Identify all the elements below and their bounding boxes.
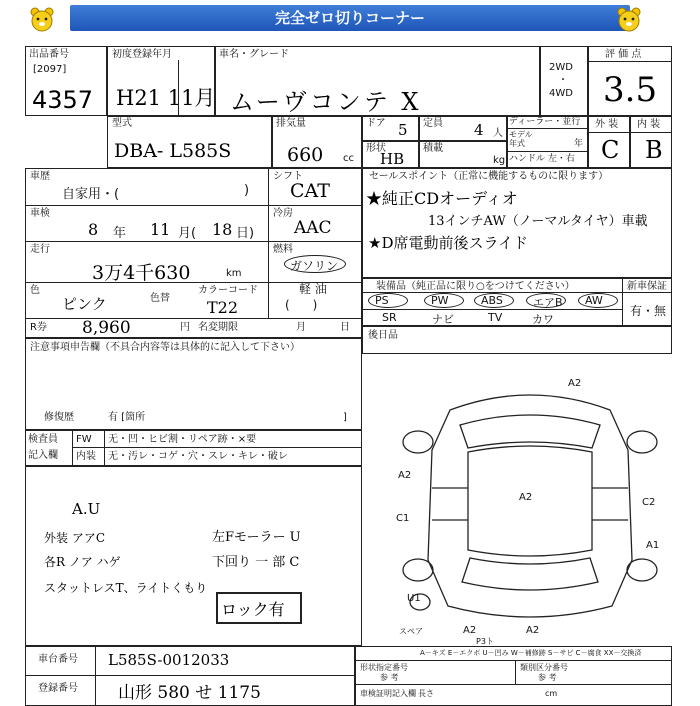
equipment-item: ナビ bbox=[432, 313, 454, 326]
inspection-day-unit: 日) bbox=[236, 226, 255, 241]
model-year-label: モデル 年式 bbox=[509, 130, 533, 148]
remark-3: 各R ノア ハゲ bbox=[44, 555, 121, 569]
score-value: 3.5 bbox=[603, 70, 658, 110]
color-code-value: T22 bbox=[207, 298, 239, 317]
mileage-label: 走行 bbox=[30, 244, 50, 255]
shape-num-label: 形状指定番号 bbox=[360, 663, 408, 672]
new-car-value: 有・無 bbox=[630, 304, 667, 318]
equipment-item: PW bbox=[431, 294, 449, 307]
displacement-value: 660 bbox=[287, 144, 324, 166]
type-value: DBA- L585S bbox=[114, 140, 232, 162]
remark-5: 左Fモーラー U bbox=[212, 530, 301, 545]
damage-mark: A2 bbox=[526, 625, 540, 636]
damage-mark: A1 bbox=[646, 540, 660, 551]
transfer-month: 月 bbox=[296, 322, 306, 333]
shift-label: シフト bbox=[273, 171, 303, 182]
transfer-label: 名変期限 bbox=[198, 322, 238, 333]
interior-value: B bbox=[645, 136, 663, 164]
cert-label: 車検証明記入欄 bbox=[360, 689, 416, 698]
class-num-label: 類別区分番号 bbox=[520, 663, 568, 672]
capacity-value: 4 bbox=[474, 121, 484, 139]
fuel-gasoline: ガソリン bbox=[290, 259, 339, 273]
ref-label-2: 参 考 bbox=[538, 673, 557, 682]
sales-point-label: セールスポイント（正常に機能するものに限ります） bbox=[369, 171, 609, 182]
displacement-unit: cc bbox=[343, 153, 354, 164]
doors-label: ドア bbox=[366, 118, 386, 129]
notes-label: 注意事項申告欄（不具合内容等は具体的に記入して下さい） bbox=[30, 342, 300, 353]
entry-label: 記入欄 bbox=[28, 450, 58, 461]
fuel-paren: ( ) bbox=[285, 298, 318, 312]
use-label: 車歴 bbox=[30, 171, 50, 182]
use-value: 自家用・( bbox=[62, 187, 120, 202]
exterior-label: 外 装 bbox=[595, 119, 619, 130]
lot-number: 4357 bbox=[32, 86, 94, 114]
exterior-value: C bbox=[601, 136, 620, 164]
model-name-value: ムーヴコンテ X bbox=[230, 88, 422, 116]
fw-items: 无・凹・ヒビ割・リペア跡・×要 bbox=[108, 434, 257, 445]
plate-label: 登録番号 bbox=[38, 683, 78, 694]
equipment-label: 装備品（純正品に限り○をつけてください） bbox=[376, 281, 575, 292]
doors-value: 5 bbox=[398, 121, 408, 139]
new-car-label: 新車保証 bbox=[627, 281, 667, 292]
dealer-label: ディーラー・並行 bbox=[509, 117, 581, 127]
color-code-label: カラーコード bbox=[198, 285, 258, 296]
score-label: 評 価 点 bbox=[605, 49, 642, 60]
equipment-item: SR bbox=[382, 311, 397, 324]
fuel-diesel: 軽 油 bbox=[299, 282, 327, 296]
inspection-label: 車検 bbox=[30, 208, 50, 219]
interior-check-label: 内装 bbox=[76, 451, 96, 462]
recycle-label: R券 bbox=[30, 322, 47, 333]
repair-label: 修復歴 bbox=[44, 412, 74, 423]
model-year-unit: 年 bbox=[574, 139, 584, 149]
inspection-day: 18 bbox=[212, 220, 233, 239]
shape-label: 形状 bbox=[366, 143, 386, 154]
use-close: ) bbox=[244, 183, 250, 198]
length-label: 長さ bbox=[418, 689, 434, 698]
load-label: 積載 bbox=[423, 143, 443, 154]
load-unit: kg bbox=[493, 155, 506, 166]
cm-label: cm bbox=[545, 689, 558, 698]
plate-value: 山形 580 せ 1175 bbox=[118, 683, 261, 703]
bear-mascot-icon bbox=[28, 6, 56, 32]
sales-line-2: 13インチAW（ノーマルタイヤ）車載 bbox=[428, 214, 648, 229]
sales-line-1: ★純正CDオーディオ bbox=[366, 189, 518, 208]
drive-dot: ・ bbox=[558, 75, 568, 86]
drive-2wd: 2WD bbox=[549, 62, 573, 73]
equipment-item: PS bbox=[375, 294, 389, 307]
fuel-label: 燃料 bbox=[273, 244, 293, 255]
equipment-item: エアB bbox=[533, 296, 563, 309]
color-change-label: 色替 bbox=[150, 293, 170, 304]
color-value: ピンク bbox=[62, 295, 107, 313]
damage-mark: C2 bbox=[642, 497, 656, 508]
remark-6: 下回り 一 部 C bbox=[212, 555, 300, 570]
inspection-year: 8 bbox=[88, 220, 99, 239]
color-label: 色 bbox=[30, 285, 40, 296]
equipment-item: AW bbox=[585, 294, 603, 307]
rear-seat-label: 後日品 bbox=[368, 330, 398, 341]
damage-mark: A2 bbox=[463, 625, 477, 636]
capacity-unit: 人 bbox=[493, 128, 503, 139]
remark-2: 外装 アアC bbox=[44, 531, 105, 545]
capacity-label: 定員 bbox=[423, 118, 443, 129]
page-banner: 完全ゼロ切りコーナー bbox=[70, 5, 630, 31]
inspection-year-unit: 年 bbox=[113, 226, 127, 241]
damage-mark: C1 bbox=[396, 513, 410, 524]
ac-value: AAC bbox=[294, 218, 332, 238]
damage-mark: U1 bbox=[407, 593, 421, 604]
lot-sub: [2097] bbox=[33, 64, 67, 75]
remark-4: スタットレスT、ライトくもり bbox=[44, 581, 208, 595]
recycle-unit: 円 bbox=[180, 322, 190, 333]
bear-mascot-icon bbox=[615, 6, 643, 32]
rear-seat-block bbox=[362, 326, 672, 354]
fw-label: FW bbox=[76, 434, 92, 445]
damage-mark: スペア bbox=[399, 627, 423, 636]
first-reg-label: 初度登録年月 bbox=[112, 49, 172, 60]
checker-label: 検査員 bbox=[28, 434, 58, 445]
handle-label: ハンドル 左・右 bbox=[509, 154, 575, 164]
first-reg-value: H21 11月 bbox=[116, 86, 216, 110]
type-label: 型式 bbox=[112, 118, 132, 129]
drive-4wd: 4WD bbox=[549, 88, 573, 99]
shape-value: HB bbox=[380, 150, 405, 168]
shift-value: CAT bbox=[290, 180, 330, 202]
damage-mark: A2 bbox=[568, 378, 582, 389]
equipment-item: TV bbox=[488, 311, 503, 324]
damage-mark: P3ト bbox=[476, 637, 494, 646]
lot-label: 出品番号 bbox=[29, 49, 69, 60]
damage-mark: A2 bbox=[398, 470, 412, 481]
equipment-item: カワ bbox=[532, 313, 554, 326]
repair-value: 有 [箇所 bbox=[108, 412, 146, 423]
ac-label: 冷房 bbox=[273, 208, 293, 219]
displacement-label: 排気量 bbox=[276, 118, 306, 129]
transfer-day: 日 bbox=[340, 322, 350, 333]
sales-line-3: ★D席電動前後スライド bbox=[368, 234, 529, 252]
inspection-month: 11 bbox=[150, 220, 171, 239]
recycle-value: 8,960 bbox=[82, 318, 131, 338]
chassis-value: L585S-0012033 bbox=[108, 651, 230, 669]
model-name-label: 車名・グレード bbox=[219, 49, 289, 60]
legend-text: A－キズ E－エクボ U－凹み W－補修跡 S－サビ C－腐食 XX－交換済 bbox=[420, 649, 642, 657]
interior-label: 内 装 bbox=[637, 119, 661, 130]
interior-check-items: 无・汚レ・コゲ・穴・スレ・キレ・破レ bbox=[108, 451, 288, 462]
equipment-item: ABS bbox=[481, 294, 503, 307]
repair-close: ] bbox=[343, 412, 347, 423]
chassis-label: 車台番号 bbox=[38, 654, 78, 665]
mileage-value: 3万4千630 bbox=[92, 262, 191, 284]
mileage-unit: km bbox=[226, 268, 242, 279]
remark-1: A.U bbox=[72, 500, 101, 518]
inspection-month-unit: 月( bbox=[178, 226, 197, 241]
remark-7: ロック有 bbox=[221, 600, 285, 619]
damage-mark: A2 bbox=[519, 492, 533, 503]
ref-label: 参 考 bbox=[380, 673, 399, 682]
car-damage-diagram bbox=[380, 370, 680, 640]
